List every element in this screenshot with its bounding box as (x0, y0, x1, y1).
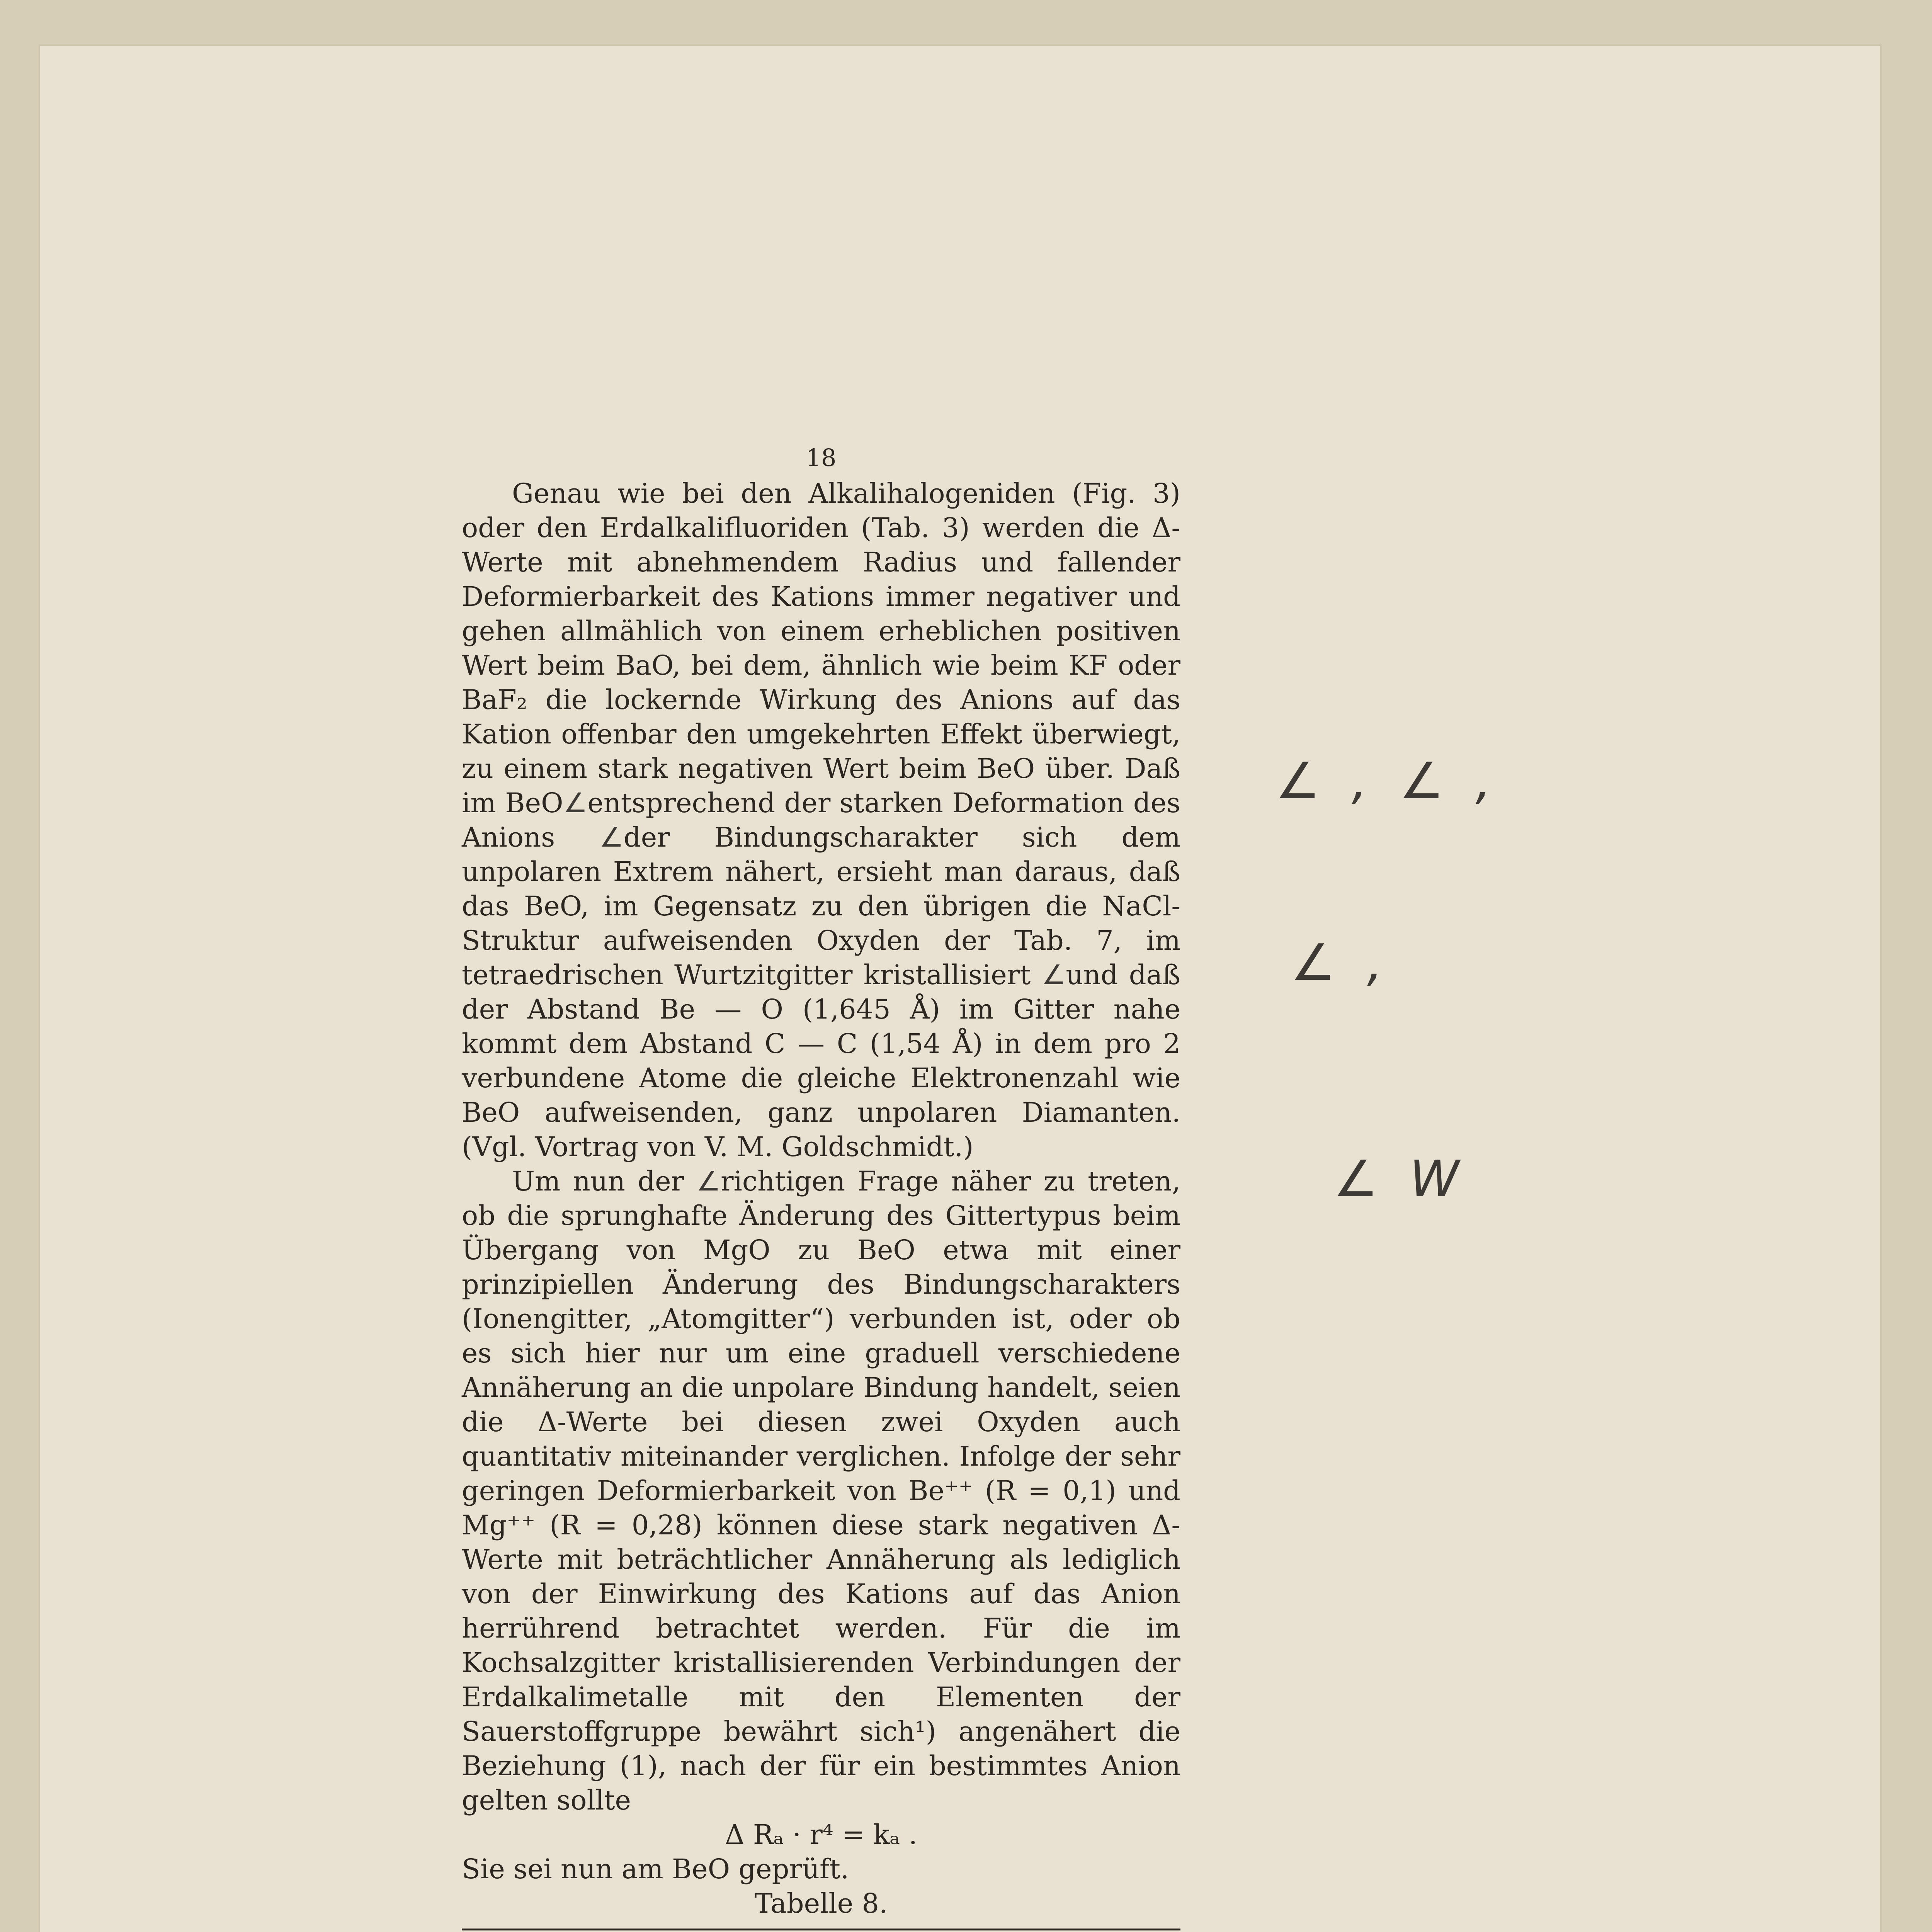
table-8 (462, 1929, 1180, 1932)
margin-annotation: ∠ , ∠ , (1275, 752, 1499, 810)
inline-correction-mark: ∠ (599, 821, 624, 853)
margin-annotation: ∠ , (1291, 933, 1391, 992)
paragraph-1 (462, 476, 1180, 1164)
page-number: 18 (806, 444, 837, 472)
paragraph-1-text-c: der Bindungscharakter sich dem unpolaren Extrem nähert, ersieht man daraus, daß das BeO, im Gegensatz zu den übrigen die NaCl-Struktur aufweisenden Oxyden der Tab. 7, im tetraedrischen Wurtzitgitter kristallisiert (462, 821, 1180, 991)
paragraph-3: Sie sei nun am BeO geprüft. (462, 1853, 849, 1885)
inline-correction-mark: ∠ (696, 1165, 721, 1197)
paragraph-2 (462, 1164, 1180, 1818)
margin-annotation: ∠ W (1333, 1150, 1467, 1208)
paragraph-2-text-b: richtigen Frage näher zu treten, ob die sprunghafte Änderung des Gittertypus beim Übergang von MgO zu BeO etwa mit einer prinzipiellen Änderung des Bindungscharakters (Ionengitter, „Atomgitter“) verbunden ist, oder ob es sich hier nur um eine graduell verschiedene Annäherung an die unpolare Bindung handelt, seien die Δ-Werte bei diesen zwei Oxyden auch quantitativ miteinander verglichen. Infolge der sehr geringen Deformierbarkeit von Be⁺⁺ (R = 0,1) und Mg⁺⁺ (R = 0,28) können diese stark negativen Δ-Werte mit beträchtlicher Annäherung als lediglich von der Einwirkung des Kations auf das Anion herrührend betrachtet werden. Für die im Kochsalzgitter kristallisierenden Verbindungen der Erdalkalimetalle mit den Elementen der Sauerstoffgruppe bewährt sich¹) angenähert die Beziehung (1), nach der für ein bestimmtes Anion gelten sollte (462, 1165, 1180, 1816)
formula: Δ Rₐ · r⁴ = kₐ . (725, 1819, 917, 1850)
inline-correction-mark: ∠ (563, 787, 588, 819)
text-column (462, 440, 1180, 1932)
paragraph-1-text-b: entsprechend der starken Deformation des Anions (462, 787, 1180, 853)
page-sheet (39, 44, 1882, 1932)
paragraph-1-text-a: Genau wie bei den Alkalihalogeniden (Fig. 3) oder den Erdalkalifluoriden (Tab. 3) werden die Δ-Werte mit abnehmendem Radius und fallender Deformierbarkeit des Kations immer negativer und gehen allmählich von einem erheblichen positiven Wert beim BaO, bei dem, ähnlich wie beim KF oder BaF₂ die lockernde Wirkung des Anions auf das Kation offenbar den umgekehrten Effekt überwiegt, zu einem stark negativen Wert beim BeO über. Daß im BeO (462, 478, 1180, 819)
paragraph-1-text-d: und daß der Abstand Be — O (1,645 Å) im Gitter nahe kommt dem Abstand C — C (1,54 Å) in dem pro 2 verbundene Atome die gleiche Elektronenzahl wie BeO aufweisenden, ganz unpolaren Diamanten. (Vgl. Vortrag von V. M. Goldschmidt.) (462, 959, 1180, 1163)
paragraph-2-text-a: Um nun der (512, 1165, 684, 1197)
inline-correction-mark: ∠ (1041, 959, 1066, 991)
table-caption: Tabelle 8. (754, 1888, 888, 1919)
